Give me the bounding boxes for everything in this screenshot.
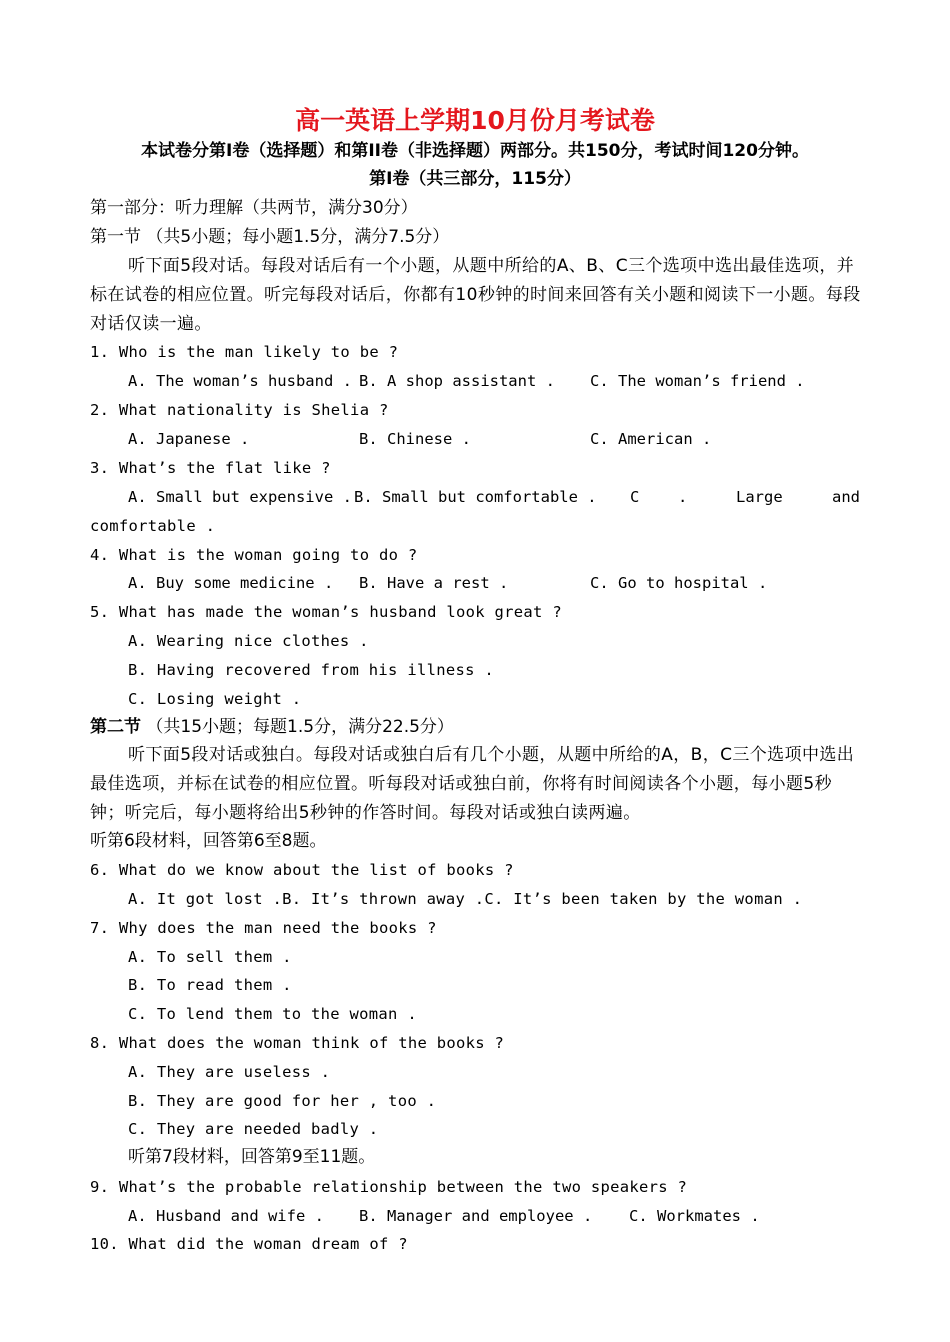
option-c: C. American . [590, 430, 712, 448]
option-c: C. Workmates . [629, 1207, 760, 1225]
question-3-option-c-continued: comfortable . [90, 517, 216, 535]
exam-title: 高一英语上学期10月份月考试卷 [295, 106, 655, 135]
question-10-stem: 10. What did the woman dream of ? [90, 1235, 408, 1253]
section2-heading-detail: （共15小题；每题1.5分，满分22.5分） [141, 717, 454, 737]
question-2-stem: 2. What nationality is Shelia ? [90, 401, 389, 419]
option-b: B. Chinese . [359, 430, 471, 448]
material-7-note: 听第7段材料，回答第9至11题。 [128, 1147, 376, 1167]
option-c-dot: . [678, 488, 688, 506]
question-6-stem: 6. What do we know about the list of books ? [90, 861, 514, 879]
option-c-word2: and [832, 488, 860, 506]
question-6-options: A. It got lost .B. It’s thrown away .C. It’s been taken by the woman . [128, 890, 803, 908]
question-4-stem: 4. What is the woman going to do ? [90, 546, 418, 564]
option-c: C. The woman’s friend . [590, 372, 805, 390]
section2-heading [90, 715, 454, 739]
section1-heading: 第一节 （共5小题；每小题1.5分，满分7.5分） [90, 227, 450, 247]
question-5-option-a: A. Wearing nice clothes . [128, 632, 369, 650]
option-a: A. Buy some medicine . [128, 574, 334, 592]
option-c-letter: C [630, 488, 640, 506]
question-9-stem: 9. What’s the probable relationship between the two speakers ? [90, 1178, 688, 1196]
question-7-option-b: B. To read them . [128, 976, 292, 994]
option-b: B. Small but comfortable . [354, 488, 597, 506]
option-b: B. A shop assistant . [359, 372, 555, 390]
option-c: C. Go to hospital . [590, 574, 768, 592]
question-7-option-c: C. To lend them to the woman . [128, 1005, 417, 1023]
option-c-word1: Large [736, 488, 783, 506]
question-3-stem: 3. What’s the flat like ? [90, 459, 331, 477]
section1-instructions: 听下面5段对话。每段对话后有一个小题，从题中所给的A、B、C三个选项中选出最佳选项，并标在试卷的相应位置。听完每段对话后，你都有10秒钟的时间来回答有关小题和阅读下一小题。每段对话仅读一遍。 [90, 256, 861, 334]
question-8-option-a: A. They are useless . [128, 1063, 331, 1081]
option-b: B. Have a rest . [359, 574, 509, 592]
section2-heading-label: 第二节 [90, 717, 141, 737]
part1-heading: 第一部分：听力理解（共两节，满分30分） [90, 198, 418, 218]
question-8-option-c: C. They are needed badly . [128, 1120, 379, 1138]
option-a: A. The woman’s husband . [128, 372, 352, 390]
exam-note: 本试卷分第Ⅰ卷（选择题）和第II卷（非选择题）两部分。共150分，考试时间120分钟。 [141, 141, 809, 161]
question-7-stem: 7. Why does the man need the books ? [90, 919, 437, 937]
question-5-option-b: B. Having recovered from his illness . [128, 661, 495, 679]
question-1-stem: 1. Who is the man likely to be ? [90, 343, 399, 361]
section2-instructions: 听下面5段对话或独白。每段对话或独白后有几个小题，从题中所给的A，B，C三个选项中选出最佳选项，并标在试卷的相应位置。听每段对话或独白前，你将有时间阅读各个小题，每小题5秒钟；听完后，每小题将给出5秒钟的作答时间。每段对话或独白读两遍。 [90, 745, 855, 823]
option-a: A. Husband and wife . [128, 1207, 324, 1225]
question-7-option-a: A. To sell them . [128, 948, 292, 966]
question-5-option-c: C. Losing weight . [128, 690, 302, 708]
option-a: A. Japanese . [128, 430, 250, 448]
question-8-stem: 8. What does the woman think of the books ? [90, 1034, 505, 1052]
option-b: B. Manager and employee . [359, 1207, 593, 1225]
question-8-option-b: B. They are good for her , too . [128, 1092, 437, 1110]
volume-heading: 第Ⅰ卷（共三部分，115分） [369, 169, 581, 189]
question-5-stem: 5. What has made the woman’s husband look great ? [90, 603, 562, 621]
option-a: A. Small but expensive . [128, 488, 352, 506]
material-6-note: 听第6段材料，回答第6至8题。 [90, 831, 327, 851]
